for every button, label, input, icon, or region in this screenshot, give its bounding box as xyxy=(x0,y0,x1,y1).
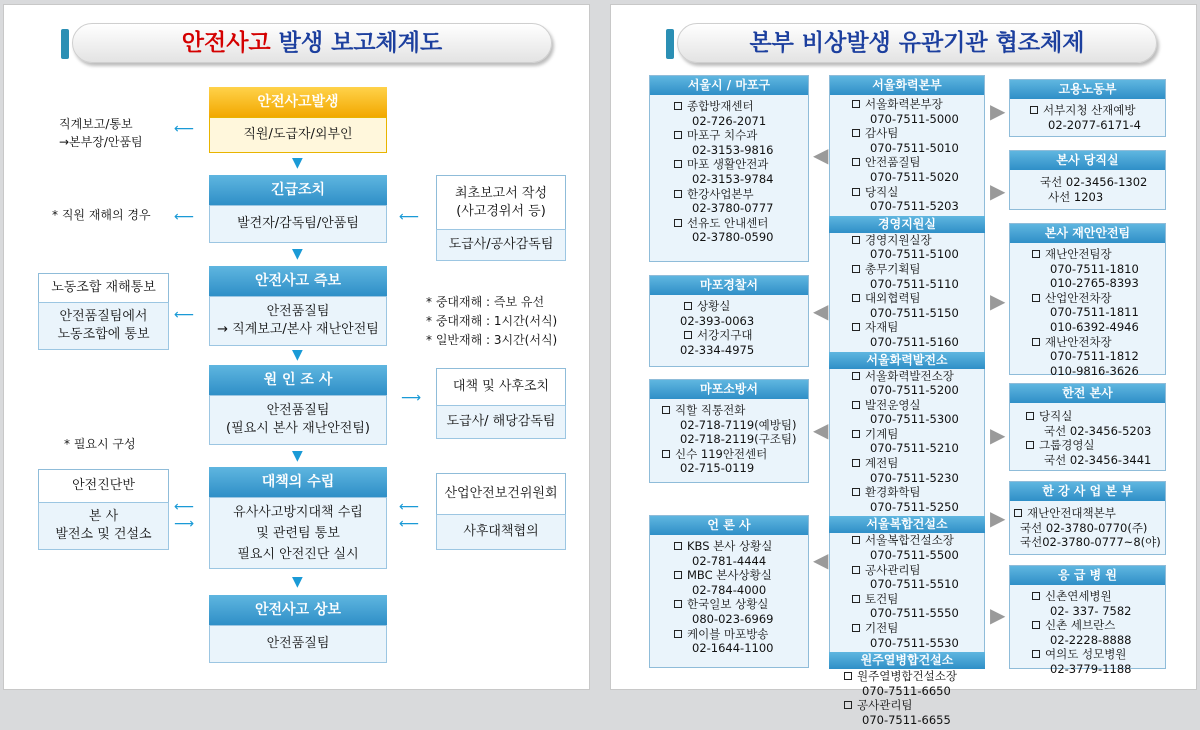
org-emergency-hospital xyxy=(1009,565,1166,676)
checkbox-icon xyxy=(1026,441,1034,449)
org-phone: 02-718-2119(구조팀) xyxy=(680,432,797,447)
org-safety-title: 본사 재안안전팀 xyxy=(1010,224,1165,243)
org-phone: 070-7511-5550 xyxy=(870,606,959,621)
left-title-blue: 발생 보고체계도 xyxy=(270,30,443,56)
org-phone: 070-7511-5300 xyxy=(870,412,959,427)
checkbox-icon xyxy=(684,302,692,310)
step-5-line-3: 필요시 안전진단 실시 xyxy=(237,546,359,562)
org-phone: 02-3153-9816 xyxy=(692,142,774,157)
org-item: 여의도 성모병원 xyxy=(1045,647,1127,662)
org-kepco-title: 한전 본사 xyxy=(1010,384,1165,403)
org-phone: 02-3780-0777 xyxy=(692,201,774,216)
checkbox-icon xyxy=(852,488,860,496)
union-notice-line-2: 노동조합에 통보 xyxy=(57,327,150,342)
step-1-header: 안전사고발생 xyxy=(209,87,387,117)
org-item: 신수 119안전센터 xyxy=(675,446,768,461)
checkbox-icon xyxy=(1032,294,1040,302)
org-mapo-fire-title: 마포소방서 xyxy=(650,380,808,399)
safety-diagnosis-line-1: 본 사 xyxy=(88,509,119,524)
checkbox-icon xyxy=(1026,412,1034,420)
org-item: 서울화력발전소장 xyxy=(865,368,954,383)
org-item: 직할 직통전화 xyxy=(675,403,746,417)
org-phone: 080-023-6969 xyxy=(692,611,774,626)
initial-report-owner: 도급사/공사감독팀 xyxy=(436,229,566,261)
org-item: 한강사업본부 xyxy=(687,186,754,201)
org-item: 당직실 xyxy=(1039,409,1073,423)
step-3-body xyxy=(209,296,387,346)
left-arrow-icon: ⟵ xyxy=(399,499,420,515)
org-item: 기계팀 xyxy=(865,426,899,441)
org-phone: 010-2765-8393 xyxy=(1050,276,1139,291)
checkbox-icon xyxy=(1032,338,1040,346)
left-arrow-icon: ◀ xyxy=(813,418,829,442)
org-phone: 02-3153-9784 xyxy=(692,171,774,186)
checkbox-icon xyxy=(1014,509,1022,517)
org-item: 당직실 xyxy=(865,184,899,199)
left-title-banner xyxy=(72,23,552,63)
right-arrow-icon: ▶ xyxy=(990,179,1006,203)
org-center-title-4: 서울복합건설소 xyxy=(829,516,985,533)
left-arrow-icon: ⟵ xyxy=(399,516,420,532)
org-phone: 070-7511-5020 xyxy=(870,169,959,184)
checkbox-icon xyxy=(674,131,682,139)
note-report-deadlines xyxy=(426,293,557,350)
org-phone: 010-6392-4946 xyxy=(1050,319,1139,334)
org-phone: 02-2228-8888 xyxy=(1050,632,1132,647)
org-phone: 070-7511-5510 xyxy=(870,577,959,592)
right-arrow-icon: ⟶ xyxy=(401,390,422,406)
org-item: MBC 본사상황실 xyxy=(687,568,772,583)
down-arrow-icon: ▼ xyxy=(292,574,303,590)
measure-box: 대책 및 사후조치 xyxy=(436,368,566,406)
checkbox-icon xyxy=(684,331,692,339)
union-notice-box: 노동조합 재해통보 xyxy=(38,273,169,303)
step-3-line-1: 안전품질팀 xyxy=(266,304,330,319)
initial-report-line-2: (사고경위서 등) xyxy=(456,203,546,219)
org-item: 마포 생활안전과 xyxy=(687,157,769,172)
union-notice-line-1: 안전품질팀에서 xyxy=(59,309,148,324)
org-item: 서울복합건설소장 xyxy=(865,533,954,548)
banner-tab-marker xyxy=(666,29,674,59)
org-phone: 070-7511-6650 xyxy=(862,683,951,698)
org-seoul-mapo-title: 서울시 / 마포구 xyxy=(650,76,808,95)
checkbox-icon xyxy=(674,219,682,227)
org-phone: 02-393-0063 xyxy=(680,313,755,328)
org-item: 케이블 마포방송 xyxy=(687,626,769,641)
org-item: KBS 본사 상황실 xyxy=(687,539,773,553)
checkbox-icon xyxy=(852,624,860,632)
org-item: 서부지청 산재예방 xyxy=(1043,103,1136,117)
checkbox-icon xyxy=(674,600,682,608)
left-arrow-icon: ◀ xyxy=(813,548,829,572)
org-phone: 070-7511-5160 xyxy=(870,334,959,349)
org-hq-duty xyxy=(1009,150,1166,210)
org-phone: 070-7511-5010 xyxy=(870,140,959,155)
note-direct-report-line-1: 직계보고/통보 xyxy=(59,117,133,131)
org-mapo-police-title: 마포경찰서 xyxy=(650,276,808,295)
org-press xyxy=(649,515,809,668)
org-han-river xyxy=(1009,481,1166,555)
org-hq-safety xyxy=(1009,223,1166,378)
org-phone: 070-7511-6655 xyxy=(862,712,951,727)
org-phone: 02- 337- 7582 xyxy=(1050,603,1132,618)
org-item: 재난안전팀장 xyxy=(1045,247,1112,261)
right-arrow-icon: ▶ xyxy=(990,603,1006,627)
org-item: 원주열병합건설소장 xyxy=(857,669,957,684)
note-deadline-1: * 중대재해 : 즉보 유선 xyxy=(426,295,545,309)
org-phone: 010-9816-3626 xyxy=(1050,363,1139,378)
checkbox-icon xyxy=(852,100,860,108)
checkbox-icon xyxy=(852,459,860,467)
org-phone: 국선 02-3456-5203 xyxy=(1044,423,1152,438)
checkbox-icon xyxy=(662,450,670,458)
org-phone: 02-3780-0590 xyxy=(692,230,774,245)
note-direct-report-line-2: →본부장/안품팀 xyxy=(59,135,143,149)
org-phone: 070-7511-5250 xyxy=(870,499,959,514)
org-phone: 070-7511-5500 xyxy=(870,548,959,563)
org-phone: 02-3779-1188 xyxy=(1050,661,1132,676)
org-item: 종합방재센터 xyxy=(687,99,754,113)
union-notice-body xyxy=(38,302,169,350)
checkbox-icon xyxy=(852,323,860,331)
step-5-line-2: 및 관련팀 통보 xyxy=(256,525,340,541)
checkbox-icon xyxy=(852,158,860,166)
step-6-line-1: 안전품질팀 xyxy=(266,636,330,651)
safety-diagnosis-body xyxy=(38,502,169,550)
checkbox-icon xyxy=(852,294,860,302)
org-phone: 070-7511-1812 xyxy=(1050,349,1139,364)
right-arrow-icon: ▶ xyxy=(990,423,1006,447)
org-phone: 02-715-0119 xyxy=(680,461,755,476)
safety-committee-box: 산업안전보건위원회 xyxy=(436,473,566,515)
left-arrow-icon: ◀ xyxy=(813,299,829,323)
org-item: 계전팀 xyxy=(865,456,899,471)
org-item: 그룹경영실 xyxy=(1039,438,1095,453)
checkbox-icon xyxy=(852,401,860,409)
org-phone: 02-781-4444 xyxy=(692,553,767,568)
org-hospital-title: 응 급 병 원 xyxy=(1010,566,1165,585)
org-han-river-title: 한 강 사 업 본 부 xyxy=(1010,482,1165,501)
org-seoul-mapo xyxy=(649,75,809,262)
step-3-header: 안전사고 즉보 xyxy=(209,266,387,296)
note-direct-report xyxy=(59,115,143,151)
org-phone: 070-7511-5203 xyxy=(870,199,959,214)
org-phone: 070-7511-1811 xyxy=(1050,305,1139,320)
down-arrow-icon: ▼ xyxy=(292,347,303,363)
checkbox-icon xyxy=(844,701,852,709)
org-item: 공사관리팀 xyxy=(865,562,921,577)
note-deadline-2: * 중대재해 : 1시간(서식) xyxy=(426,314,558,328)
checkbox-icon xyxy=(852,595,860,603)
left-arrow-icon: ◀ xyxy=(813,143,829,167)
banner-tab-marker xyxy=(61,29,69,59)
checkbox-icon xyxy=(674,630,682,638)
initial-report-line-1: 최초보고서 작성 xyxy=(454,185,548,201)
org-item: 대외협력팀 xyxy=(865,291,921,306)
org-labor-title: 고용노동부 xyxy=(1010,80,1165,99)
checkbox-icon xyxy=(852,536,860,544)
org-item: 상황실 xyxy=(697,299,731,313)
step-2-header: 긴급조치 xyxy=(209,175,387,205)
org-phone: 국선 02-3456-3441 xyxy=(1044,452,1152,467)
step-1-line-1: 직원/도급자/외부인 xyxy=(243,127,353,142)
org-seoul-power-hq xyxy=(829,75,985,727)
step-4-header: 원 인 조 사 xyxy=(209,365,387,395)
org-item: 마포구 치수과 xyxy=(687,128,758,143)
safety-committee-sub: 사후대책협의 xyxy=(436,514,566,550)
note-deadline-3: * 일반재해 : 3시간(서식) xyxy=(426,333,558,347)
step-4-line-1: 안전품질팀 xyxy=(266,403,330,418)
org-phone: 국선02-3780-0777~8(야) xyxy=(1020,535,1161,550)
reporting-flow-panel xyxy=(3,4,590,690)
org-phone: 070-7511-5200 xyxy=(870,383,959,398)
right-arrow-icon: ⟶ xyxy=(174,516,195,532)
left-arrow-icon: ⟵ xyxy=(174,499,195,515)
checkbox-icon xyxy=(852,566,860,574)
checkbox-icon xyxy=(852,430,860,438)
org-phone: 070-7511-5000 xyxy=(870,111,959,126)
down-arrow-icon: ▼ xyxy=(292,448,303,464)
checkbox-icon xyxy=(852,129,860,137)
checkbox-icon xyxy=(674,542,682,550)
org-center-title-3: 서울화력발전소 xyxy=(829,352,985,369)
org-labor-ministry xyxy=(1009,79,1166,137)
checkbox-icon xyxy=(1032,592,1040,600)
org-phone: 02-334-4975 xyxy=(680,342,755,357)
org-item: 경영지원실장 xyxy=(865,232,932,247)
org-item: 재난안전대책본부 xyxy=(1027,506,1116,520)
org-item: 신촌연세병원 xyxy=(1045,589,1112,603)
safety-diagnosis-box: 안전진단반 xyxy=(38,469,169,503)
org-item: 환경화학팀 xyxy=(865,485,921,500)
org-kepco-hq xyxy=(1009,383,1166,471)
org-item: 안전품질팀 xyxy=(865,155,921,170)
org-item: 서울화력본부장 xyxy=(865,97,943,111)
down-arrow-icon: ▼ xyxy=(292,155,303,171)
org-item: 공사관리팀 xyxy=(857,698,913,713)
initial-report-box xyxy=(436,175,566,230)
org-phone: 02-2077-6171-4 xyxy=(1048,117,1141,132)
org-phone: 070-7511-5150 xyxy=(870,305,959,320)
checkbox-icon xyxy=(852,188,860,196)
right-arrow-icon: ▶ xyxy=(990,99,1006,123)
step-5-line-1: 유사사고방지대책 수립 xyxy=(233,504,363,520)
down-arrow-icon: ▼ xyxy=(292,246,303,262)
org-item: 재난안전차장 xyxy=(1045,334,1112,349)
checkbox-icon xyxy=(1032,650,1040,658)
step-6-body xyxy=(209,625,387,663)
cooperation-panel xyxy=(610,4,1197,727)
org-item: 서강지구대 xyxy=(697,328,753,343)
step-2-body xyxy=(209,205,387,243)
right-arrow-icon: ▶ xyxy=(990,289,1006,313)
checkbox-icon xyxy=(852,236,860,244)
org-item: 한국일보 상황실 xyxy=(687,597,769,612)
right-title-banner xyxy=(677,23,1157,63)
measure-owner: 도급사/ 해당감독팀 xyxy=(436,405,566,439)
org-item: 선유도 안내센터 xyxy=(687,215,769,230)
org-phone: 070-7511-5210 xyxy=(870,441,959,456)
step-3-line-2: → 직계보고/본사 재난안전팀 xyxy=(217,322,379,337)
org-item: 자재팀 xyxy=(865,320,899,335)
note-employee-injury: * 직원 재해의 경우 xyxy=(52,208,151,222)
checkbox-icon xyxy=(662,406,670,414)
left-arrow-icon: ⟵ xyxy=(174,209,195,225)
org-duty-title: 본사 당직실 xyxy=(1010,151,1165,170)
org-phone: 070-7511-5110 xyxy=(870,276,959,291)
org-item: 기전팀 xyxy=(865,621,899,635)
org-item: 산업안전차장 xyxy=(1045,290,1112,305)
right-arrow-icon: ▶ xyxy=(990,506,1006,530)
org-item: 감사팀 xyxy=(865,126,899,141)
checkbox-icon xyxy=(852,265,860,273)
checkbox-icon xyxy=(674,571,682,579)
step-2-line-1: 발견자/감독팀/안품팀 xyxy=(237,216,359,231)
checkbox-icon xyxy=(674,190,682,198)
org-phone: 국선 02-3780-0770(주) xyxy=(1020,520,1148,535)
org-item: 총무기획팀 xyxy=(865,261,921,276)
note-form-if-needed: * 필요시 구성 xyxy=(64,437,136,451)
org-phone: 사선 1203 xyxy=(1048,189,1104,204)
checkbox-icon xyxy=(674,102,682,110)
org-center-title-2: 경영지원실 xyxy=(829,216,985,233)
org-phone: 070-7511-5530 xyxy=(870,635,959,650)
org-mapo-police xyxy=(649,275,809,367)
org-phone: 070-7511-1810 xyxy=(1050,261,1139,276)
org-center-title-1: 서울화력본부 xyxy=(830,76,984,95)
org-mapo-fire xyxy=(649,379,809,483)
org-item: 발전운영실 xyxy=(865,397,921,412)
org-item: 토건팀 xyxy=(865,591,899,606)
org-press-title: 언 론 사 xyxy=(650,516,808,535)
step-5-header: 대책의 수립 xyxy=(209,467,387,497)
step-5-body xyxy=(209,497,387,569)
left-arrow-icon: ⟵ xyxy=(174,121,195,137)
org-phone: 02-1644-1100 xyxy=(692,641,774,656)
left-arrow-icon: ⟵ xyxy=(399,209,420,225)
org-center-title-5: 원주열병합건설소 xyxy=(829,652,985,669)
org-phone: 070-7511-5230 xyxy=(870,470,959,485)
left-arrow-icon: ⟵ xyxy=(174,307,195,323)
right-title: 본부 비상발생 유관기관 협조체제 xyxy=(749,30,1085,56)
checkbox-icon xyxy=(674,160,682,168)
checkbox-icon xyxy=(1032,621,1040,629)
org-phone: 국선 02-3456-1302 xyxy=(1040,175,1148,189)
checkbox-icon xyxy=(852,372,860,380)
org-phone: 02-784-4000 xyxy=(692,582,767,597)
left-title-red: 안전사고 xyxy=(181,30,271,56)
org-item: 신촌 세브란스 xyxy=(1045,618,1116,633)
step-4-line-2: (필요시 본사 재난안전팀) xyxy=(226,421,370,436)
checkbox-icon xyxy=(1032,250,1040,258)
checkbox-icon xyxy=(844,672,852,680)
org-phone: 02-726-2071 xyxy=(692,113,767,128)
step-1-body xyxy=(209,117,387,153)
checkbox-icon xyxy=(1030,106,1038,114)
org-phone: 070-7511-5100 xyxy=(870,247,959,262)
step-4-body xyxy=(209,395,387,445)
safety-diagnosis-line-2: 발전소 및 건설소 xyxy=(55,527,152,542)
org-phone: 02-718-7119(예방팀) xyxy=(680,417,797,432)
step-6-header: 안전사고 상보 xyxy=(209,595,387,625)
